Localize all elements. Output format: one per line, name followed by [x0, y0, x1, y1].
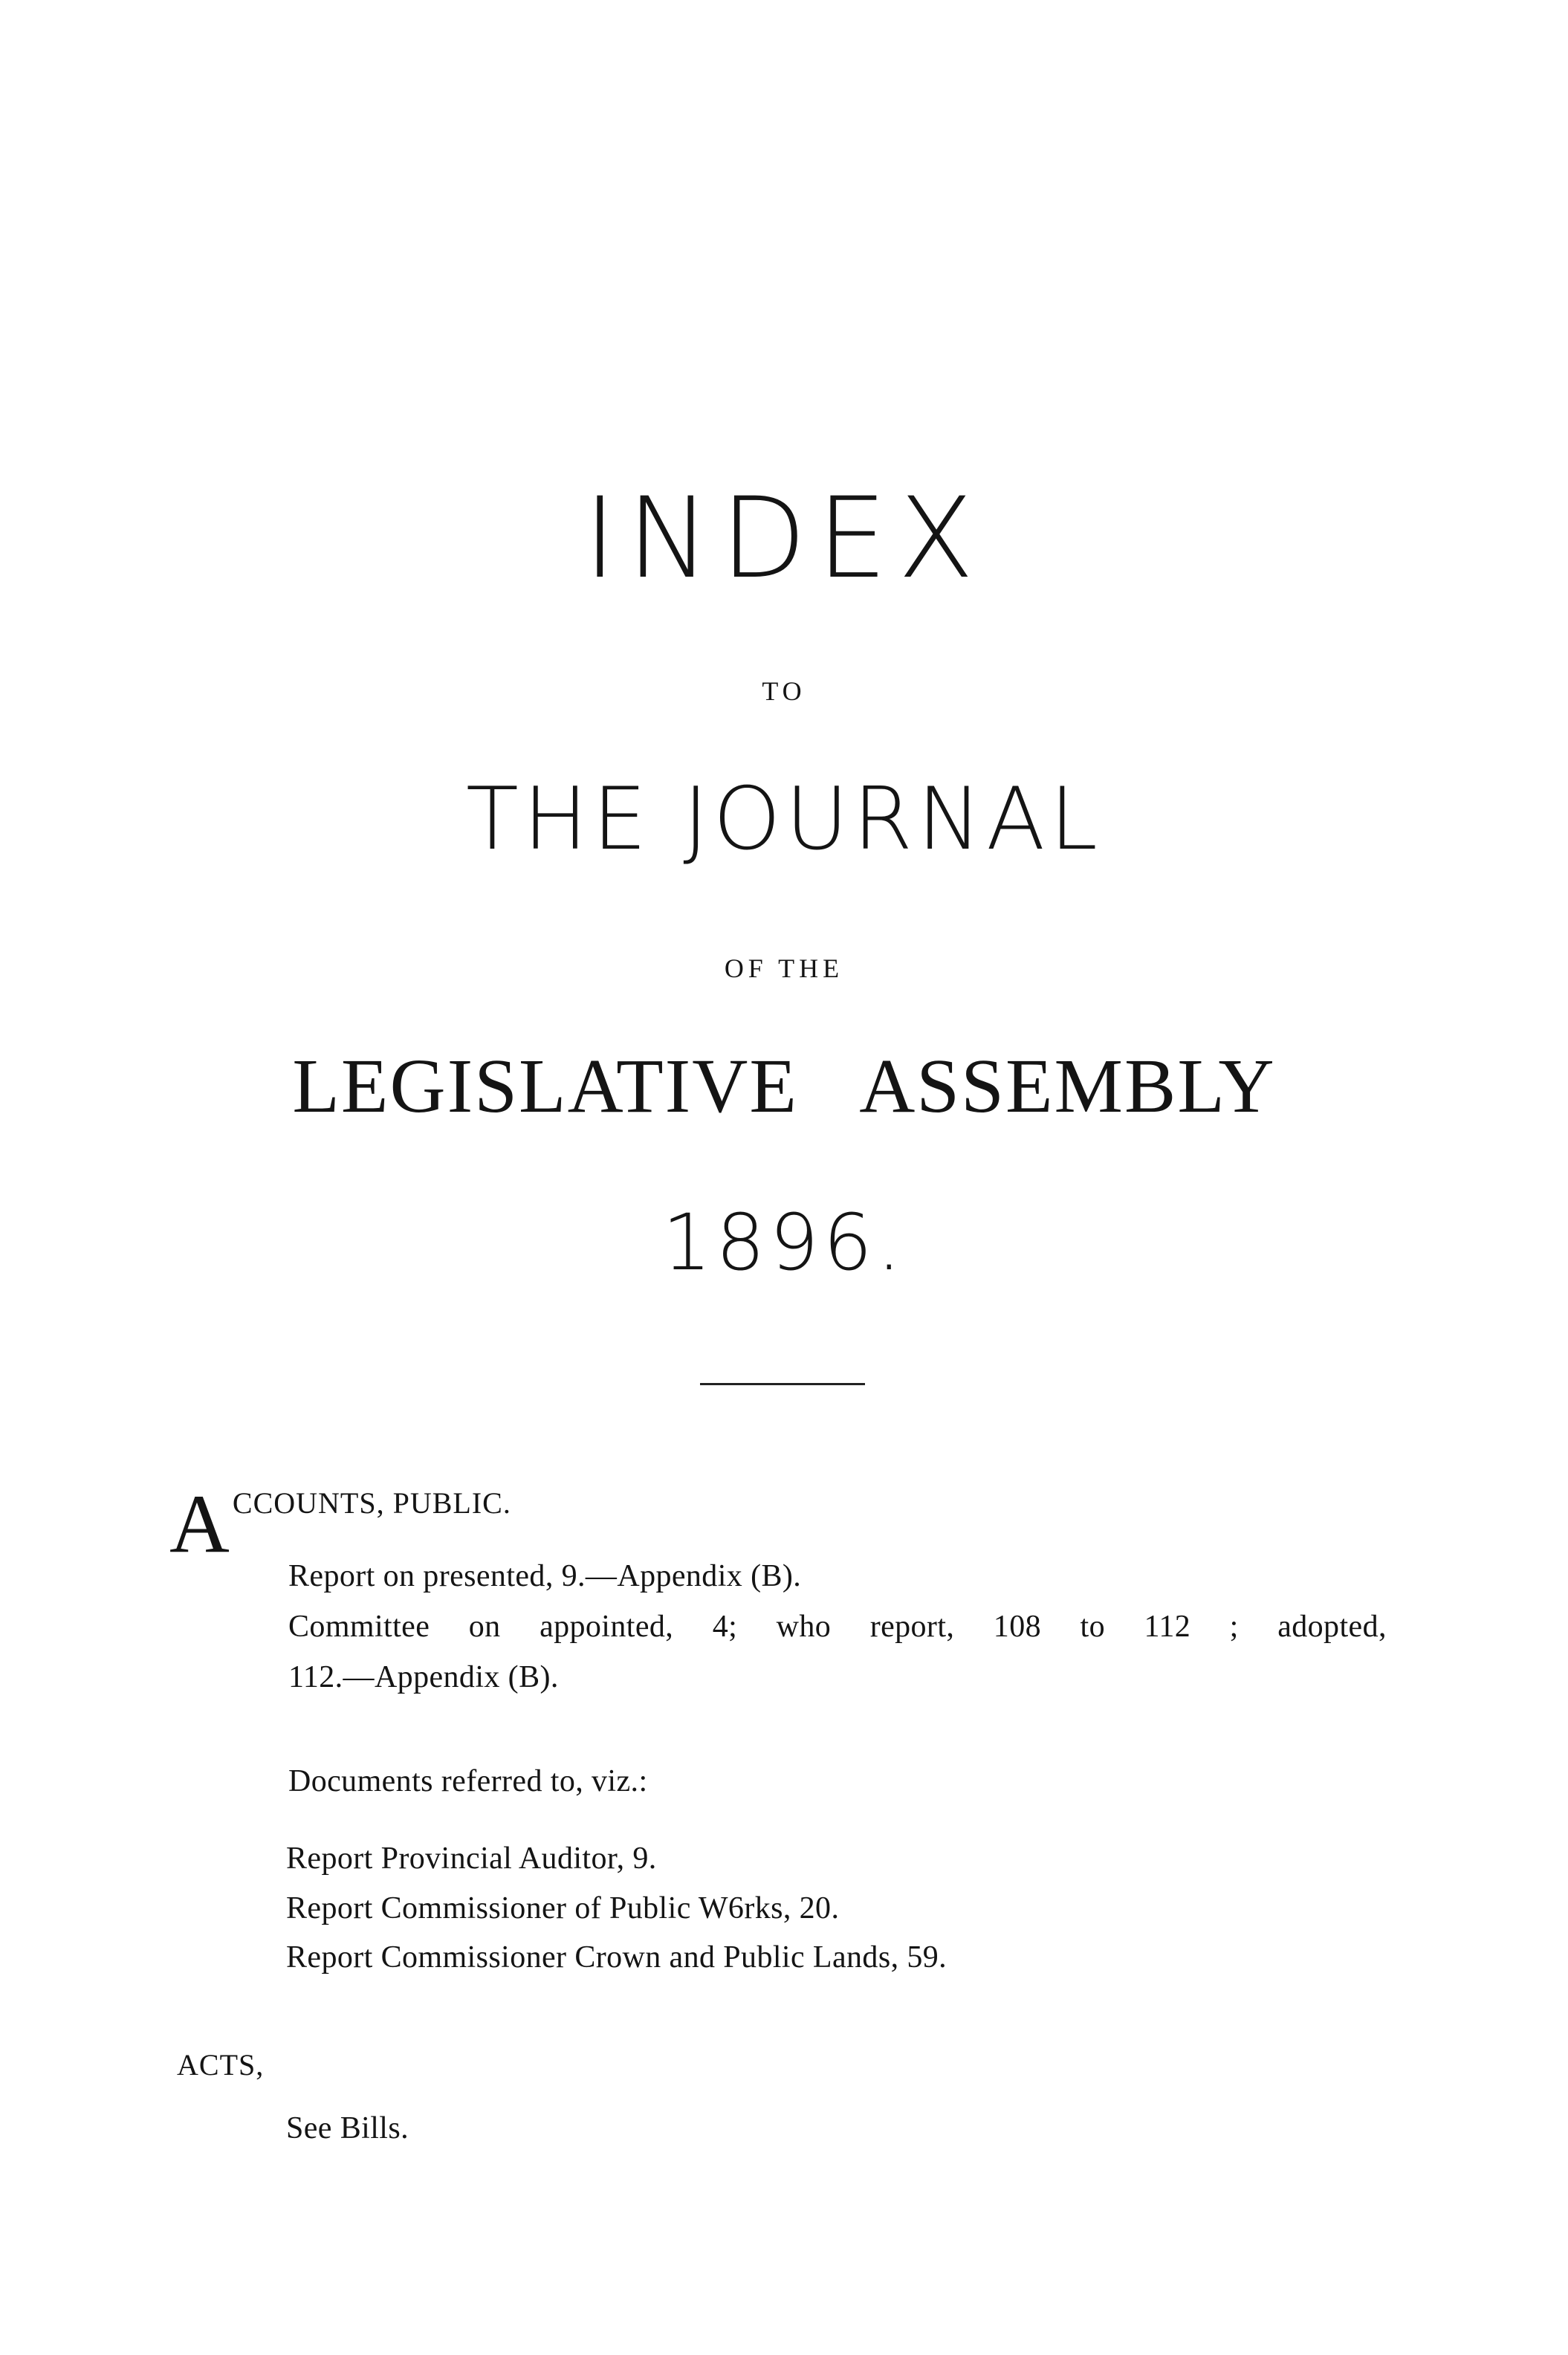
document-item: Report Commissioner of Public W6rks, 20. — [286, 1891, 840, 1925]
acts-see-bills: See Bills. — [286, 2111, 409, 2145]
word: appointed, — [540, 1610, 674, 1644]
title-index: INDEX — [583, 474, 985, 603]
drop-cap: A — [169, 1478, 230, 1570]
accounts-line-committee — [288, 1611, 1387, 1642]
title-assembly: LEGISLATIVE ASSEMBLY — [292, 1043, 1276, 1129]
word: 4; — [712, 1610, 738, 1644]
word: on — [468, 1610, 501, 1644]
divider-rule — [700, 1383, 865, 1385]
title-year: 1896. — [662, 1197, 906, 1288]
word: Committee — [288, 1610, 430, 1644]
word: to — [1080, 1610, 1105, 1644]
word: 112 — [1144, 1610, 1191, 1644]
title-journal: THE JOURNAL — [465, 769, 1103, 869]
accounts-line-appendix: 112.—Appendix (B). — [288, 1660, 559, 1694]
heading-rest: CCOUNTS, PUBLIC. — [232, 1486, 511, 1520]
word: ; — [1229, 1610, 1239, 1644]
entry-heading-acts: ACTS, — [177, 2048, 265, 2082]
word: 108 — [993, 1610, 1041, 1644]
document-item: Report Provincial Auditor, 9. — [286, 1841, 657, 1876]
word: report, — [869, 1610, 955, 1644]
documents-intro: Documents referred to, viz.: — [288, 1764, 648, 1798]
word: who — [776, 1610, 832, 1644]
title-to: TO — [762, 676, 806, 706]
entry-heading-accounts — [169, 1478, 511, 1570]
accounts-line-report: Report on presented, 9.—Appendix (B). — [288, 1559, 802, 1593]
word: adopted, — [1277, 1610, 1387, 1644]
title-of-the: OF THE — [724, 953, 844, 983]
document-item: Report Commissioner Crown and Public Lands, 59. — [286, 1940, 947, 1975]
